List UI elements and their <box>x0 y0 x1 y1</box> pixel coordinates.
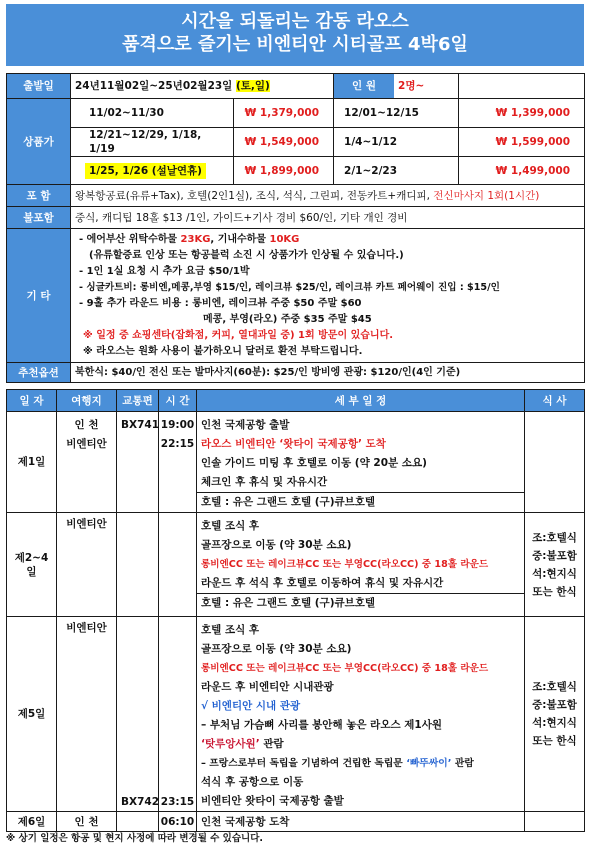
etc-notes: - 에어부산 위탁수하물 23KG, 기내수하물 10KG (유류할증료 인상 또는 항공블럭 소진 시 상품가가 인상될 수 있습니다.) - 1인 1실 요청 시 추가 요금 $50/1박 - 싱글카트비: 롱비엔,메콩,부영 $15/인, 레이크뷰 $25/인, 레이크뷰 카트 페어웨이 진입 : $15/인 - 9홀 추가 라운드 비용 : 롱비엔, 레이크뷰 주중 $50 주말 $60 메콩, 부영(라오) 주중 $35 주말 $45 ※ 일정 중 쇼핑센타(잡화점, 커피, 열대과일 중) 1회 방문이 있습니다. ※ 라오스는 원화 사용이 불가하오니 달러로 환전 부탁드립니다. <box>71 229 585 363</box>
price-period: 2/1~2/23 <box>334 157 459 185</box>
title-line-2: 품격으로 즐기는 비엔티안 시티골프 4박6일 <box>122 34 468 55</box>
price-period-holiday: 1/25, 1/26 (설날연휴) <box>71 157 234 185</box>
schedule-row-day1 <box>7 412 585 513</box>
schedule-row-day2-4 <box>7 513 585 617</box>
option-text: 북한식: $40/인 전신 또는 발마사지(60분): $25/인 방비엥 관광: $120/인(4인 기준) <box>71 363 585 383</box>
price-value: ₩ 1,899,000 <box>234 157 334 185</box>
transport-cell: BX741 <box>117 412 159 513</box>
place-cell: 인 천 비엔티안 <box>57 412 117 513</box>
price-value: ₩ 1,599,000 <box>459 128 585 157</box>
time-cell: 06:10 <box>159 812 197 832</box>
schedule-row-day5 <box>7 617 585 812</box>
place-cell: 인 천 <box>57 812 117 832</box>
day-label: 제6일 <box>7 812 57 832</box>
etc-label: 기 타 <box>7 229 71 363</box>
info-table <box>6 73 585 383</box>
detail-cell: 호텔 조식 후 골프장으로 이동 (약 30분 소요) 롱비엔CC 또는 레이크뷰CC 또는 부영CC(라오CC) 중 18홀 라운드 라운드 후 비엔티안 시내관광 √ 비엔티안 시내 관광 – 부처님 가슴뼈 사리를 봉안해 놓은 라오스 제1사원 ‘탓루앙사원’ 관람 – 프랑스로부터 독립을 기념하여 건립한 독립문 ‘빠뚜싸이’ 관람 석식 후 공항으로 이동 비엔티안 왓타이 국제공항 출발 <box>197 617 525 812</box>
price-period: 12/21~12/29, 1/18, 1/19 <box>71 128 234 157</box>
price-label: 상품가 <box>7 99 71 185</box>
col-day: 일 자 <box>7 390 57 412</box>
people-label: 인 원 <box>334 74 394 98</box>
detail-cell: 인천 국제공항 출발 라오스 비엔티안 ‘왓타이 국제공항’ 도착 인솔 가이드 미팅 후 호텔로 이동 (약 20분 소요) 체크인 후 휴식 및 자유시간 호텔 : 유은 그랜드 호텔 (구)큐브호텔 <box>197 412 525 513</box>
departure-label: 출발일 <box>7 74 71 99</box>
price-value: ₩ 1,399,000 <box>459 99 585 128</box>
detail-cell: 호텔 조식 후 골프장으로 이동 (약 30분 소요) 롱비엔CC 또는 레이크뷰CC 또는 부영CC(라오CC) 중 18홀 라운드 라운드 후 석식 후 호텔로 이동하여 휴식 및 자유시간 호텔 : 유은 그랜드 호텔 (구)큐브호텔 <box>197 513 525 617</box>
col-place: 여행지 <box>57 390 117 412</box>
day-label: 제2~4일 <box>7 513 57 617</box>
col-detail: 세 부 일 정 <box>197 390 525 412</box>
option-label: 추천옵션 <box>7 363 71 383</box>
price-value: ₩ 1,379,000 <box>234 99 334 128</box>
shopping-notice: ※ 일정 중 쇼핑센타(잡화점, 커피, 열대과일 중) 1회 방문이 있습니다. <box>83 329 394 341</box>
time-cell: 23:15 <box>159 617 197 812</box>
schedule-row-day6 <box>7 812 585 832</box>
price-value: ₩ 1,499,000 <box>459 157 585 185</box>
col-transport: 교통편 <box>117 390 159 412</box>
title-line-1: 시간을 되돌리는 감동 라오스 <box>181 11 409 32</box>
title-banner <box>6 4 584 66</box>
people-value: 2명~ <box>398 80 425 92</box>
price-period: 12/01~12/15 <box>334 99 459 128</box>
col-time: 시 간 <box>159 390 197 412</box>
meal-cell: 조:호텔식 중:불포함 석:현지식 또는 한식 <box>525 513 585 617</box>
time-cell: 19:00 22:15 <box>159 412 197 513</box>
price-period: 11/02~11/30 <box>71 99 234 128</box>
people-cell <box>334 74 459 99</box>
price-period: 1/4~1/12 <box>334 128 459 157</box>
day-label: 제1일 <box>7 412 57 513</box>
exclude-label: 불포함 <box>7 207 71 229</box>
place-cell: 비엔티안 <box>57 513 117 617</box>
meal-cell: 조:호텔식 중:불포함 석:현지식 또는 한식 <box>525 617 585 812</box>
schedule-table <box>6 389 585 832</box>
footnote: ※ 상기 일정은 항공 및 현지 사정에 따라 변경될 수 있습니다. <box>6 833 263 844</box>
exclude-text: 중식, 캐디팁 18홀 $13 /1인, 가이드+기사 경비 $60/인, 기타 개인 경비 <box>71 207 585 229</box>
transport-cell: BX742 <box>117 617 159 812</box>
place-cell: 비엔티안 <box>57 617 117 812</box>
departure-value: 24년11월02일~25년02월23일 (토,일) <box>71 74 334 99</box>
include-label: 포 함 <box>7 185 71 207</box>
price-value: ₩ 1,549,000 <box>234 128 334 157</box>
day-label: 제5일 <box>7 617 57 812</box>
col-meal: 식 사 <box>525 390 585 412</box>
detail-cell: 인천 국제공항 도착 <box>197 812 525 832</box>
include-text: 왕복항공료(유류+Tax), 호텔(2인1실), 조식, 석식, 그린피, 전동카트+캐디피, 전신마사지 1회(1시간) <box>71 185 585 207</box>
